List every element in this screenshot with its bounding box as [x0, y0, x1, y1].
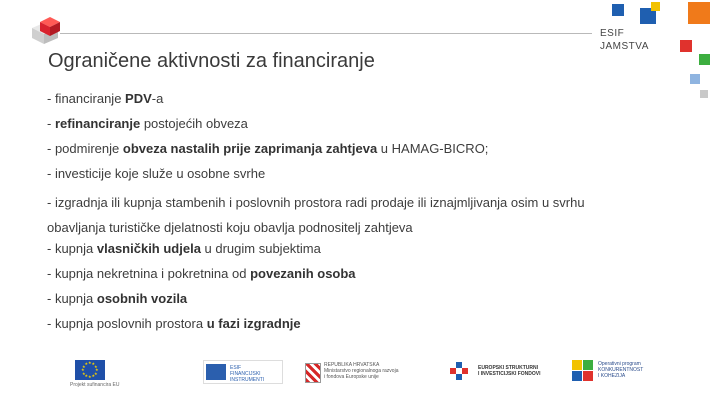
bold-text: vlasničkih udjela: [96, 241, 201, 256]
text-segment: - financiranje: [47, 91, 126, 106]
list-item: [47, 90, 627, 107]
red-cube-logo-icon: [28, 14, 66, 46]
list-item: [47, 115, 627, 132]
fi-logo-text: [230, 365, 264, 383]
list-item: [47, 290, 627, 307]
konkurentnost-kohezija-logo-icon: [572, 360, 594, 382]
text-segment: - podmirenje: [47, 141, 123, 156]
eu-star-icon: ★: [84, 360, 89, 366]
fi-text-1: ESIF: [230, 365, 242, 371]
eu-star-icon: ★: [91, 360, 96, 366]
badge-line-1: ESIF: [600, 28, 625, 39]
eu-star-icon: ★: [95, 367, 99, 372]
eu-star-icon: ★: [91, 373, 96, 379]
fi-mark-icon: [206, 364, 226, 380]
esif-jamstva-badge: [600, 27, 660, 53]
list-item: [47, 315, 627, 332]
text-segment: u HAMAG-BICRO;: [377, 141, 489, 156]
list-item: [47, 140, 627, 157]
eu-star-icon: ★: [88, 374, 92, 379]
text-segment: u drugim subjektima: [200, 241, 321, 256]
eu-star-icon: ★: [88, 360, 92, 365]
bold-text: u fazi izgradnje: [206, 316, 301, 331]
badge-square-lightblue: [690, 74, 700, 84]
slide-title: Ograničene aktivnosti za financiranje: [48, 50, 375, 72]
esif-funds-logo-text: [478, 365, 541, 377]
text-segment: -: [47, 116, 55, 131]
text-segment: - investicije koje služe u osobne svrhe: [47, 166, 266, 181]
text-segment: postojećih obveza: [140, 116, 248, 131]
eu-star-icon: ★: [84, 373, 89, 379]
croatian-coat-of-arms-icon: [305, 363, 321, 383]
list-item: [47, 240, 627, 257]
konkurentnost-kohezija-logo-text: [598, 361, 643, 379]
eu-caption: Projekt sufinancira EU: [70, 382, 120, 388]
badge-square-orange: [688, 2, 710, 24]
list-item: [47, 265, 627, 282]
badge-square-yellow: [651, 2, 660, 11]
eu-star-icon: ★: [94, 363, 98, 369]
eu-star-icon: ★: [81, 367, 85, 372]
ministry-logo-text: [324, 362, 398, 380]
hr-text-2: Ministarstvo regionalnoga razvoja: [324, 368, 399, 374]
bold-text: PDV: [125, 91, 152, 106]
fi-text-3: INSTRUMENTI: [230, 377, 265, 383]
esif-text-1: EUROPSKI STRUKTURNI: [478, 365, 539, 371]
badge-square-red: [680, 40, 692, 52]
eu-flag-icon: [75, 360, 105, 380]
bold-text: obveza nastalih prije zaprimanja zahtjeva: [122, 141, 378, 156]
fi-text-2: FINANCIJSKI: [230, 371, 261, 377]
header-divider: [60, 33, 592, 34]
ok-text-2: KONKURENTNOST: [598, 367, 644, 373]
badge-square-grey: [700, 90, 708, 98]
financijski-instrumenti-logo: [203, 360, 283, 384]
text-segment: - kupnja: [47, 241, 97, 256]
badge-square-green: [699, 54, 710, 65]
bold-text: refinanciranje: [54, 116, 141, 131]
bold-text: povezanih osoba: [250, 266, 356, 281]
restrictions-list: [47, 90, 627, 340]
list-item: [47, 165, 627, 182]
text-segment: -a: [151, 91, 164, 106]
esif-text-2: I INVESTICIJSKI FONDOVI: [478, 371, 541, 377]
hr-text-3: i fondova Europske unije: [324, 374, 379, 380]
text-segment: - kupnja: [47, 291, 97, 306]
hr-text-1: REPUBLIKA HRVATSKA: [324, 362, 380, 368]
eu-star-icon: ★: [81, 370, 86, 376]
badge-line-2: JAMSTVA: [600, 41, 649, 52]
text-segment: - kupnja nekretnina i pokretnina od: [47, 266, 251, 281]
bold-text: osobnih vozila: [96, 291, 188, 306]
esif-funds-logo-icon: [450, 362, 472, 382]
text-segment: - kupnja poslovnih prostora: [47, 316, 207, 331]
ok-text-1: Operativni program: [598, 361, 641, 367]
eu-star-icon: ★: [94, 370, 98, 376]
list-item: [47, 190, 627, 240]
eu-star-icon: ★: [81, 363, 86, 369]
ok-text-3: I KOHEZIJA: [598, 373, 626, 379]
text-segment: - izgradnja ili kupnja stambenih i poslovnih prostora radi prodaje ili iznajmljivanja osim u svrhu obavljanja turističke djelatnosti koju obavlja podnositelj zahtjeva: [47, 195, 585, 235]
badge-square-blue-1: [612, 4, 624, 16]
